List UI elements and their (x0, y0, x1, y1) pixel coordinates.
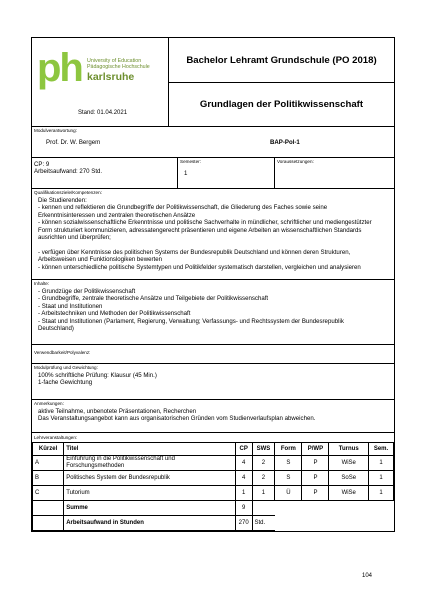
inhalte-row (32, 280, 394, 345)
qualifikation-label: Qualifikationsziele/Kompetenzen: (34, 190, 102, 195)
text-line: Form strukturiert kommunizieren, adressatengerecht präsentieren und eigene Arbeiten an wissenschaftlichen Standards (38, 226, 362, 234)
voraussetzungen-label: Voraussetzungen: (277, 159, 314, 164)
table-cell: Form (275, 443, 302, 456)
qualifikation-text (38, 197, 390, 271)
table-cell: Sem. (369, 443, 394, 456)
table-cell: 1 (235, 486, 252, 501)
qualifikation-row (32, 189, 394, 280)
text-line: - Arbeitstechniken und Methoden der Politikwissenschaft (38, 310, 191, 318)
arbeitsaufwand-value: Arbeitsaufwand: 270 Std. (34, 168, 103, 175)
summe-row (33, 501, 394, 516)
table-cell: CP (235, 443, 252, 456)
table-cell: Arbeitsaufwand in Stunden (64, 516, 236, 531)
verantwortung-value: Prof. Dr. W. Bergem (46, 139, 101, 146)
table-cell: 9 (235, 501, 252, 516)
text-line: - Staat und Institutionen (Parlament, Regierung, Verwaltung; Verfassungs- und Rechtssystem der Bundesrepublik (38, 317, 344, 325)
table-cell (33, 516, 64, 531)
logo-line-2: Pädagogische Hochschule (87, 64, 150, 71)
table-cell: Turnus (329, 443, 369, 456)
module-sheet (31, 37, 395, 532)
table-cell: Politisches System der Bundesrepublik (64, 471, 236, 486)
page-number: 104 (362, 573, 373, 579)
program-title: Bachelor Lehramt Grundschule (PO 2018) (169, 38, 394, 83)
anmerkungen-label: Anmerkungen: (34, 401, 64, 406)
anmerkungen-row (32, 400, 394, 433)
verantwortung-label: Modulverantwortung: (34, 128, 77, 133)
cp-cell (32, 158, 178, 188)
pruefung-label: Modulprüfung und Gewichtung: (34, 365, 98, 370)
table-cell: 2 (252, 471, 275, 486)
table-cell: Einführung in die Politikwissenschaft und Forschungsmethoden (64, 456, 236, 471)
text-line: aktive Teilnahme, unbenotete Präsentationen, Recherchen (38, 408, 197, 415)
table-cell: Std. (252, 516, 275, 531)
table-cell: C (33, 486, 64, 501)
stand-date: Stand: 01.04.2021 (78, 110, 128, 116)
text-line: Arbeitsweisen und Funktionslogiken bewerten (38, 256, 162, 264)
text-line: - Grundbegriffe, zentrale theoretische Ansätze und Teilgebiete der Politikwissenschaft (38, 295, 269, 303)
table-cell: 270 (235, 516, 252, 531)
table-row (33, 456, 394, 471)
text-line: - Grundzüge der Politikwissenschaft (38, 288, 136, 295)
text-line: - können unterschiedliche politische Systemtypen und Politikfelder systematisch darstellen, vergleichen und analysieren (38, 263, 361, 271)
inhalte-label: Inhalte: (34, 281, 50, 286)
table-cell: 2 (252, 456, 275, 471)
table-cell: P/WP (302, 443, 329, 456)
lehrveranstaltungen-table (32, 442, 394, 531)
arbeitsaufwand-row (33, 516, 394, 531)
verantwortung-row (32, 127, 394, 158)
cp-row (32, 158, 394, 189)
table-cell: S (275, 456, 302, 471)
text-line: ausrichten und überprüfen; (38, 234, 111, 242)
table-cell: A (33, 456, 64, 471)
module-title: Grundlagen der Politikwissenschaft (199, 99, 364, 110)
text-line: - Staat und Institutionen (38, 302, 103, 310)
text-line: Das Veranstaltungsangebot kann aus organisatorischen Gründen vom Studienverlaufsplan abweichen. (38, 415, 316, 423)
table-cell (33, 501, 64, 516)
table-row (33, 471, 394, 486)
table-cell: B (33, 471, 64, 486)
header-row (32, 38, 394, 127)
inhalte-text (38, 288, 390, 332)
title-cell (169, 38, 394, 126)
logo-karlsruhe: karlsruhe (87, 71, 135, 83)
semester-cell (178, 158, 275, 188)
text-line: 1-fache Gewichtung (38, 379, 93, 387)
semester-label: Semester: (180, 159, 201, 164)
text-line: 100% schriftliche Prüfung: Klausur (45 Min.) (38, 372, 157, 379)
table-cell: Kürzel (33, 443, 64, 456)
table-cell: P (302, 456, 329, 471)
logo-line-1: University of Education (87, 58, 142, 64)
table-cell: Summe (64, 501, 236, 516)
logo-cell (32, 38, 169, 126)
lehrveranstaltungen-label: Lehrveranstaltungen: (34, 435, 78, 440)
text-line: Deutschland) (38, 325, 74, 333)
pruefung-row (32, 364, 394, 400)
module-code: BAP-Pol-1 (270, 139, 300, 146)
logo-subtitle (87, 58, 150, 70)
table-cell: P (302, 486, 329, 501)
text-line: - verfügen über Kenntnisse des politischen Systems der Bundesrepublik Deutschland und können deren Strukturen, (38, 248, 351, 256)
pruefung-text (38, 372, 157, 387)
table-header-row (33, 443, 394, 456)
table-cell: 1 (369, 456, 394, 471)
table-row (33, 486, 394, 501)
table-cell: 4 (235, 471, 252, 486)
voraussetzungen-cell (275, 158, 394, 188)
text-line: - können sozialwissenschaftliche Erkenntnisse und politische Sachverhalte in mündlicher, schriftlicher und mediengestützter (38, 219, 372, 227)
table-cell: 1 (369, 471, 394, 486)
table-cell: Ü (275, 486, 302, 501)
table-cell: Tutorium (64, 486, 236, 501)
table-cell (275, 516, 394, 531)
text-line: Die Studierenden: (38, 197, 87, 204)
table-cell: SWS (252, 443, 275, 456)
table-cell: 1 (252, 486, 275, 501)
table-cell: S (275, 471, 302, 486)
lehrveranstaltungen-row (32, 433, 394, 531)
verwendbarkeit-label: Verwendbarkeit/Polyvalenz: (34, 350, 91, 355)
table-cell: SoSe (329, 471, 369, 486)
table-cell: WiSe (329, 456, 369, 471)
ph-logo-mark: ph (37, 46, 82, 90)
semester-value: 1 (184, 170, 188, 177)
cp-value: CP: 9 (34, 161, 50, 168)
text-line (38, 241, 390, 248)
table-cell: Titel (64, 443, 236, 456)
anmerkungen-text (38, 408, 315, 423)
table-cell: P (302, 471, 329, 486)
table-cell: 1 (369, 486, 394, 501)
text-line: - kennen und reflektieren die Grundbegriffe der Politikwissenschaft, die Gliederung des Faches sowie seine (38, 204, 328, 212)
text-line: Erkenntnisinteressen und zentralen theoretischen Ansätze (38, 211, 196, 219)
table-cell: 4 (235, 456, 252, 471)
table-cell: WiSe (329, 486, 369, 501)
verwendbarkeit-row (32, 345, 394, 364)
table-cell (252, 501, 394, 516)
